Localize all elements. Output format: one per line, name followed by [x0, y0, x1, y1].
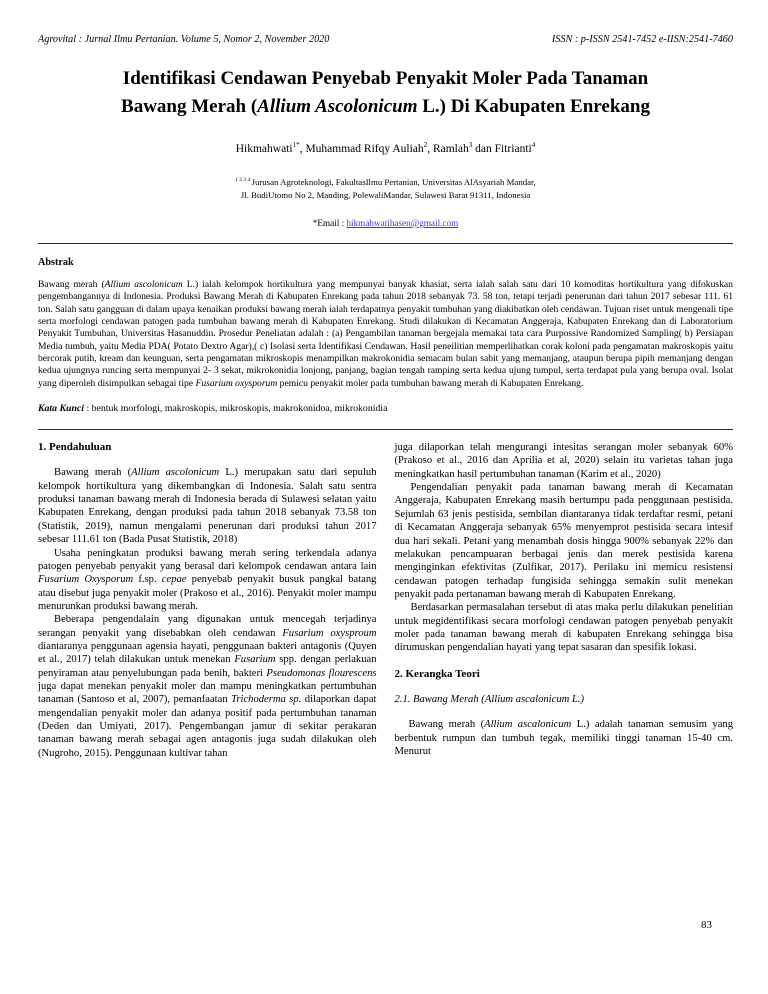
intro-heading: 1. Pendahuluan [38, 441, 112, 454]
body-columns [38, 441, 733, 760]
journal-header [38, 34, 733, 45]
paper-title-line-1: Identifikasi Cendawan Penyebab Penyakit Moler Pada Tanaman [122, 68, 649, 89]
affiliation-block [38, 176, 733, 201]
intro-paragraph-1: Bawang merah (Allium ascolonicum L.) merupakan satu dari sepuluh kelompok hortikultura yang dikembangkan di Indonesia. Salah satu sentra produksi tanaman bawang merah di Indonesia berada di Sulawesi selatan yaitu Kabupaten Enrekang, dengan produksi pada tahun 2018 sebanyak 73.58 ton (Statistik, 2019), namun mengalami penerunan dari produksi tahun 2017 sebesar 111.61 ton (Bada Pusat Statistik, 2018) [38, 467, 377, 546]
intro-paragraph-5: Pengendalian penyakit pada tanaman bawang merah di Kecamatan Anggeraja, Kabupaten Enrekang masih bertumpu pada penggunaan pestisida. Sejumlah 63 jenis pestisida, sembilan diantaranya tidak terdaftar resmi, petani di Kecamatan Anggeraja sebanyak 65% menyemprot pestisida secara intesif dua hari sekali. Petani yang menambah dosis hingga 900% sebanyak 22% dan melakukan pencampuaran berbagai jenis dan merek pestisida karena menginginkan efektivitas (Zulfikar, 2017). Perilaku ini memicu resistensi cendawan patogen terhadap fungisida sehingga semakin sulit menekan penyakit pada pertanaman bawang merah di Kabupaten Enrekang. [394, 482, 733, 600]
divider-abstract [38, 429, 733, 430]
page-number: 83 [701, 919, 712, 931]
abstract-heading: Abstrak [38, 257, 74, 268]
intro-paragraph-4: juga dilaporkan telah mengurangi intesitas serangan moler sebanyak 60% (Prakoso et al., 2016 dan Aprilia et al, 2020) selain itu varietas tahan juga meningkatkan hasil pertumbuhan tanaman (Karim et al., 2020) [394, 442, 733, 480]
divider-top [38, 243, 733, 244]
intro-paragraph-2: Usaha peningkatan produksi bawang merah sering terkendala adanya patogen penyebab penyakit yang berasal dari kelompok cendawan antara lain Fusarium Oxysporum f.sp. cepae penyebab penyakit busuk pangkal batang atau disebut juga penyakit moler (Prakoso et al., 2016). Penyakit moler mampu menurunkan produksi bawang merah. [38, 547, 377, 612]
theory-paragraph: Bawang merah (Allium ascalonicum L.) adalah tanaman semusim yang berbentuk rumpun dan tumbuh tegak, memiliki tinggi tanaman 15-40 cm. Menurut [394, 719, 733, 757]
authors-line: Hikmahwati$^{1*}$, Muhammad Rifqy Auliah$^2$, Ramlah$^3$ dan Fitrianti$^4$ [235, 141, 536, 155]
abstract-text: Bawang merah (Allium ascolonicum L.) ialah kelompok hortikultura yang mempunyai banyak khasiat, serta ialah salah satu dari 10 komoditas hortikultura yang difokuskan pengembangannya di Indonesia. Produksi Bawang Merah di Kabupaten Enrekang pada tahun 2018 sebanyak 73. 58 ton, tetapi terjadi penerunan dari tahun 2017 sebesar 111. 61 ton. Salah satu gangguan di dalam upaya kenaikan produksi bawang merah ialah terdapatnya penyakit tumbuhan yang diakibatkan oleh cendawan. Tujuan riset untuk mengenali tipe serta morfologi cendawan patogen pada tumbuhan bawang merah di Kabupaten Enrekang. Studi dilakukan di Kecamatan Anggeraja, Kabupaten Enrekang dan di Laboratorium Penyakit Tumbuhan, Universitas Hasanuddin. Prosedur Peneliatan adalah : (a) Pengambilan tanaman bergejala memakai tata cara Purpossive Randomized Sampling( b) Persiapan Media tumbuh, yaitu Media PDA( Potato Dextro Agar),( c) Isolasi serta Identifikasi Cendawan. Hasil peneilitian memperlihatkan corak koloni pada pengamatan makroskopis yaitu bercorak putih, kream dan keunguan, serta pengamatan mikroskopis menampilkan makrokonidia semacam bulan sabit yang memanjang, ataupun berupa pipih memanjang dengan kedua ujungnya runcing serta mempunyai 2- 3 sekat, mikrokonidia lonjong, panjang, bagian tengah ramping serta kedua ujung tumpul, serta terdapat pula yang berupa oval. Isolat yang diperoleh disimpulkan sebagai tipe Fusarium oxysporum pemicu penyakit moler pada tumbuhan bawang merah di Kabupaten Enrekang. [38, 279, 733, 389]
left-column [38, 441, 377, 760]
paper-title-line-2: Bawang Merah (Allium Ascolonicum L.) Di Kabupaten Enrekang [121, 96, 650, 117]
email-line [38, 218, 733, 228]
right-column [395, 441, 734, 760]
intro-paragraph-3: Beberapa pengendalain yang digunakan untuk mencegah terjadinya serangan penyakit yang disebabkan oleh cendawan Fusarium oxysproum diantaranya penggunaan agensia hayati, penggunaan bakteri antagonis (Quyen et al., 2017) telah dilakukan untuk menekan Fusarium spp. dengan perlakuan penyiraman atau penyelubungan pada benih, bakteri Pseudomonas flourescens juga dapat menekan penyakit moler dan mampu meningkatkan pertumbuhan tanaman (Santoso et al, 2007), pemanfaatan Trichoderma sp. dilaporkan dapat mengendalian penyakit moler dan adanya positif pada pertumbuhan tanaman (Deden dan Umiyati, 2017). Pengembangan jamur di sekitar perakaran tanaman bawang merah sebagai agen antagonis juga sudah dilakukan oleh (Nugroho, 2015). Penggunaan kultivar tahan [38, 614, 377, 759]
email-label: *Email : [312, 218, 347, 228]
intro-paragraph-6: Berdasarkan permasalahan tersebut di atas maka perlu dilakukan penelitian untuk megidentifikasi secara morfologi cendawan patogen penyebab penyakit moler pada tanaman bawang merah di kabupaten Enrekang sehingga bisa dirumuskan pengendalian hayati yang tepat sasaran dan spesifik lokasi. [394, 602, 733, 654]
affiliation-line-2: Jl. BudiUtomo No 2, Manding, PolewaliMandar, Sulawesi Barat 91311, Indonesia [240, 189, 531, 200]
email-link[interactable]: hikmahwatihasen@gmail.com [346, 218, 459, 228]
theory-subheading: 2.1. Bawang Merah (Allium ascalonicum L.) [394, 693, 584, 705]
keywords-line: Kata Kunci : bentuk morfologi, makroskopis, mikroskopis, makrokonidoa, mikrokonidia [38, 403, 388, 415]
paper-title [38, 65, 733, 121]
issn-text: ISSN : p-ISSN 2541-7452 e-IISN:2541-7460 [551, 34, 733, 45]
journal-name: Agrovital : Jurnal Ilmu Pertanian. Volume 5, Nomor 2, November 2020 [38, 34, 330, 45]
theory-heading: 2. Kerangka Teori [394, 667, 480, 680]
affiliation-line-1: $^{1 2 3 4}$ Jurusan Agroteknologi, FakultasIlmu Pertanian, Universitas AlAsyariah Mandar, [235, 177, 536, 187]
